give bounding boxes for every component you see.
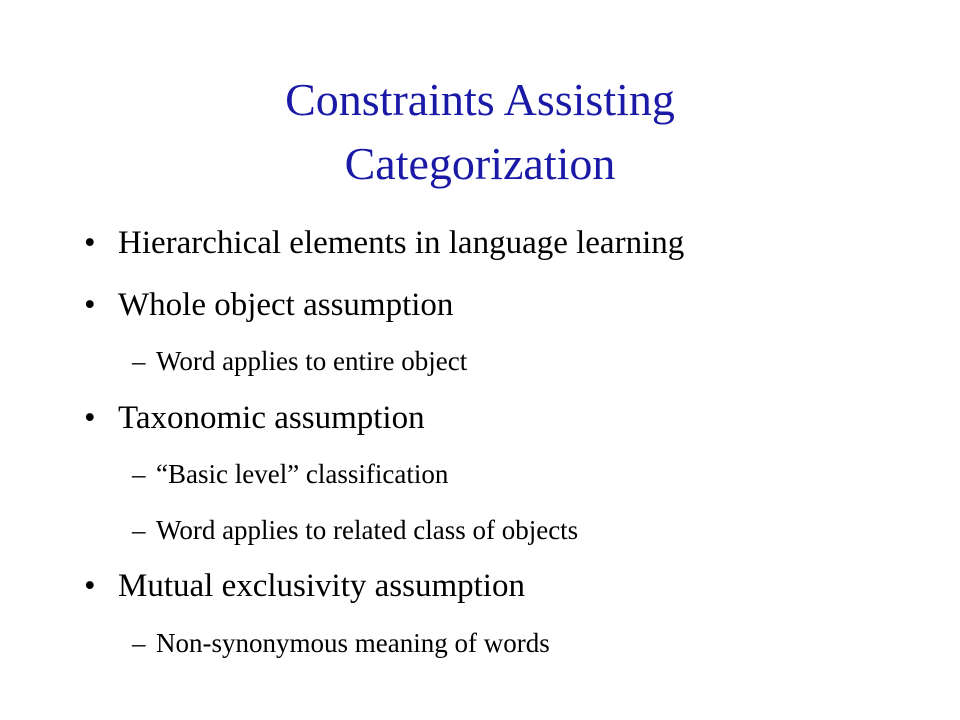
dash-marker: – xyxy=(132,628,146,658)
bullet-marker: • xyxy=(84,568,96,604)
bullet-item-mutual-exclusivity xyxy=(84,566,525,606)
bullet-marker: • xyxy=(84,287,96,323)
bullet-text: Mutual exclusivity assumption xyxy=(118,568,525,604)
bullet-item-taxonomic xyxy=(84,398,425,438)
bullet-text: Taxonomic assumption xyxy=(118,400,425,436)
dash-marker: – xyxy=(132,459,146,489)
sub-text: Word applies to entire object xyxy=(156,346,468,376)
slide-title xyxy=(120,68,840,196)
sub-item-basic-level xyxy=(132,457,448,491)
sub-text: Word applies to related class of objects xyxy=(156,515,579,545)
title-line-1: Constraints Assisting xyxy=(285,74,675,125)
bullet-text: Hierarchical elements in language learning xyxy=(118,225,685,261)
sub-item-entire-object xyxy=(132,344,467,378)
bullet-text: Whole object assumption xyxy=(118,287,454,323)
dash-marker: – xyxy=(132,515,146,545)
sub-item-related-class xyxy=(132,513,578,547)
bullet-marker: • xyxy=(84,225,96,261)
sub-text: “Basic level” classification xyxy=(156,459,449,489)
dash-marker: – xyxy=(132,346,146,376)
sub-text: Non-synonymous meaning of words xyxy=(156,628,550,658)
title-line-2: Categorization xyxy=(344,138,616,189)
bullet-item-whole-object xyxy=(84,285,453,325)
bullet-marker: • xyxy=(84,400,96,436)
sub-item-non-synonymous xyxy=(132,626,550,660)
bullet-item-hierarchical xyxy=(84,223,684,263)
